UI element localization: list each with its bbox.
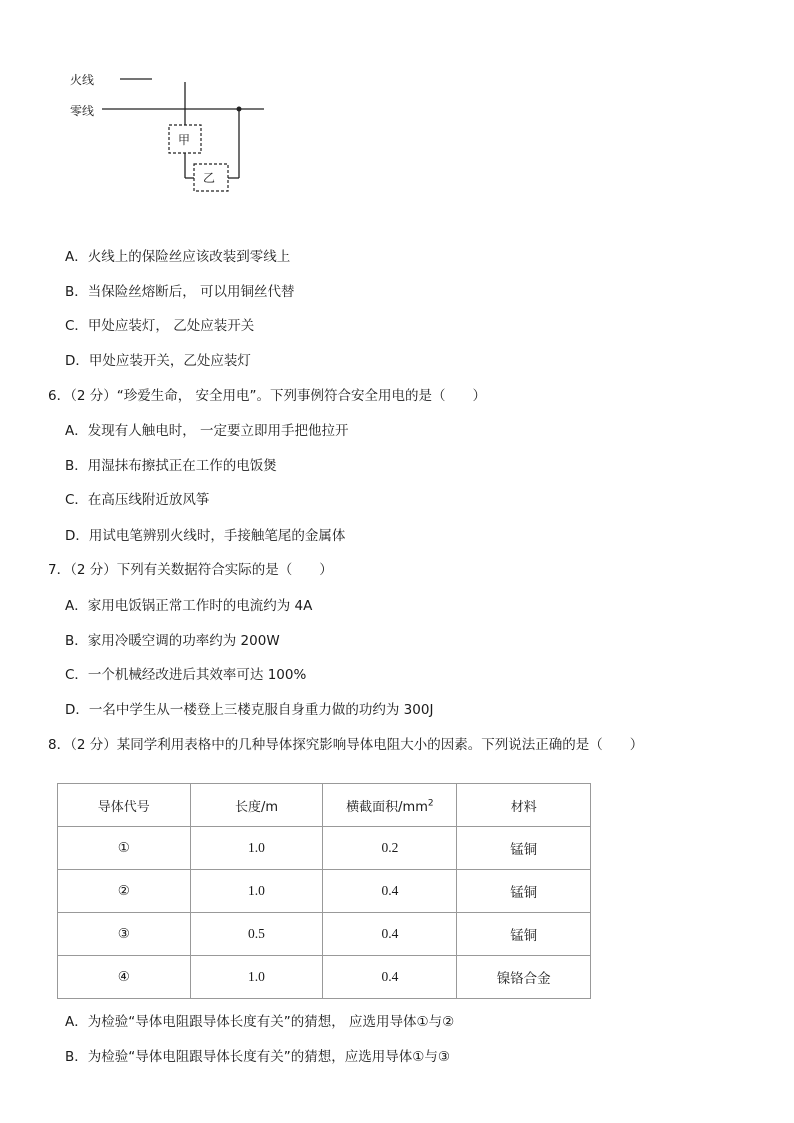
header-length: 长度/m [190,784,323,827]
cell-material: 锰铜 [457,870,591,913]
header-area [323,784,457,827]
cell-area: 0.2 [323,827,457,870]
cell-code: ① [58,827,191,870]
component-label-b: 乙 [203,171,216,185]
q8-option-b: B．为检验“导体电阻跟导体长度有关”的猜想，应选用导体①与③ [65,1049,450,1065]
cell-material: 镍铬合金 [457,956,591,999]
q5-option-b: B．当保险丝熔断后， 可以用铜丝代替 [65,284,295,300]
header-material: 材料 [457,784,591,827]
q7-option-c: C．一个机械经改进后其效率可达 100% [65,667,307,683]
table-row [58,913,591,956]
cell-area: 0.4 [323,913,457,956]
header-code: 导体代号 [58,784,191,827]
neutral-wire-label: 零线 [70,104,95,118]
cell-length: 0.5 [190,913,323,956]
conductor-table [57,783,591,999]
q6-option-b: B．用湿抹布擦拭正在工作的电饭煲 [65,458,277,474]
header-area-exponent: 2 [427,798,434,809]
circuit-diagram [60,60,280,200]
q7-option-d: D．一名中学生从一楼登上三楼克服自身重力做的功约为 300J [65,702,434,718]
q5-option-c: C．甲处应装灯， 乙处应装开关 [65,318,255,334]
cell-material: 锰铜 [457,913,591,956]
q6-stem: 6．（2 分）“珍爱生命， 安全用电”。下列事例符合安全用电的是（ ） [48,388,486,404]
q7-option-a: A．家用电饭锅正常工作时的电流约为 4A [65,598,313,614]
cell-code: ③ [58,913,191,956]
q6-option-c: C．在高压线附近放风筝 [65,492,210,508]
header-area-label: 横截面积/mm [346,799,428,815]
q8-stem: 8．（2 分）某同学利用表格中的几种导体探究影响导体电阻大小的因素。下列说法正确的是（ ） [48,737,644,753]
cell-code: ④ [58,956,191,999]
q5-option-d: D．甲处应装开关，乙处应装灯 [65,353,251,369]
q7-stem: 7．（2 分）下列有关数据符合实际的是（ ） [48,562,333,578]
q5-option-a: A．火线上的保险丝应该改装到零线上 [65,249,291,265]
q7-option-b: B．家用冷暖空调的功率约为 200W [65,633,280,649]
table-row [58,870,591,913]
table-row [58,827,591,870]
live-wire-label: 火线 [70,73,95,87]
q6-option-d: D．用试电笔辨别火线时，手接触笔尾的金属体 [65,528,346,544]
table-row [58,956,591,999]
table-header-row [58,784,591,827]
cell-code: ② [58,870,191,913]
cell-length: 1.0 [190,956,323,999]
cell-length: 1.0 [190,827,323,870]
junction-dot [237,107,242,112]
cell-area: 0.4 [323,870,457,913]
cell-length: 1.0 [190,870,323,913]
q6-option-a: A．发现有人触电时， 一定要立即用手把他拉开 [65,423,349,439]
cell-material: 锰铜 [457,827,591,870]
q8-option-a: A．为检验“导体电阻跟导体长度有关”的猜想， 应选用导体①与② [65,1014,455,1030]
cell-area: 0.4 [323,956,457,999]
component-label-a: 甲 [178,133,191,147]
